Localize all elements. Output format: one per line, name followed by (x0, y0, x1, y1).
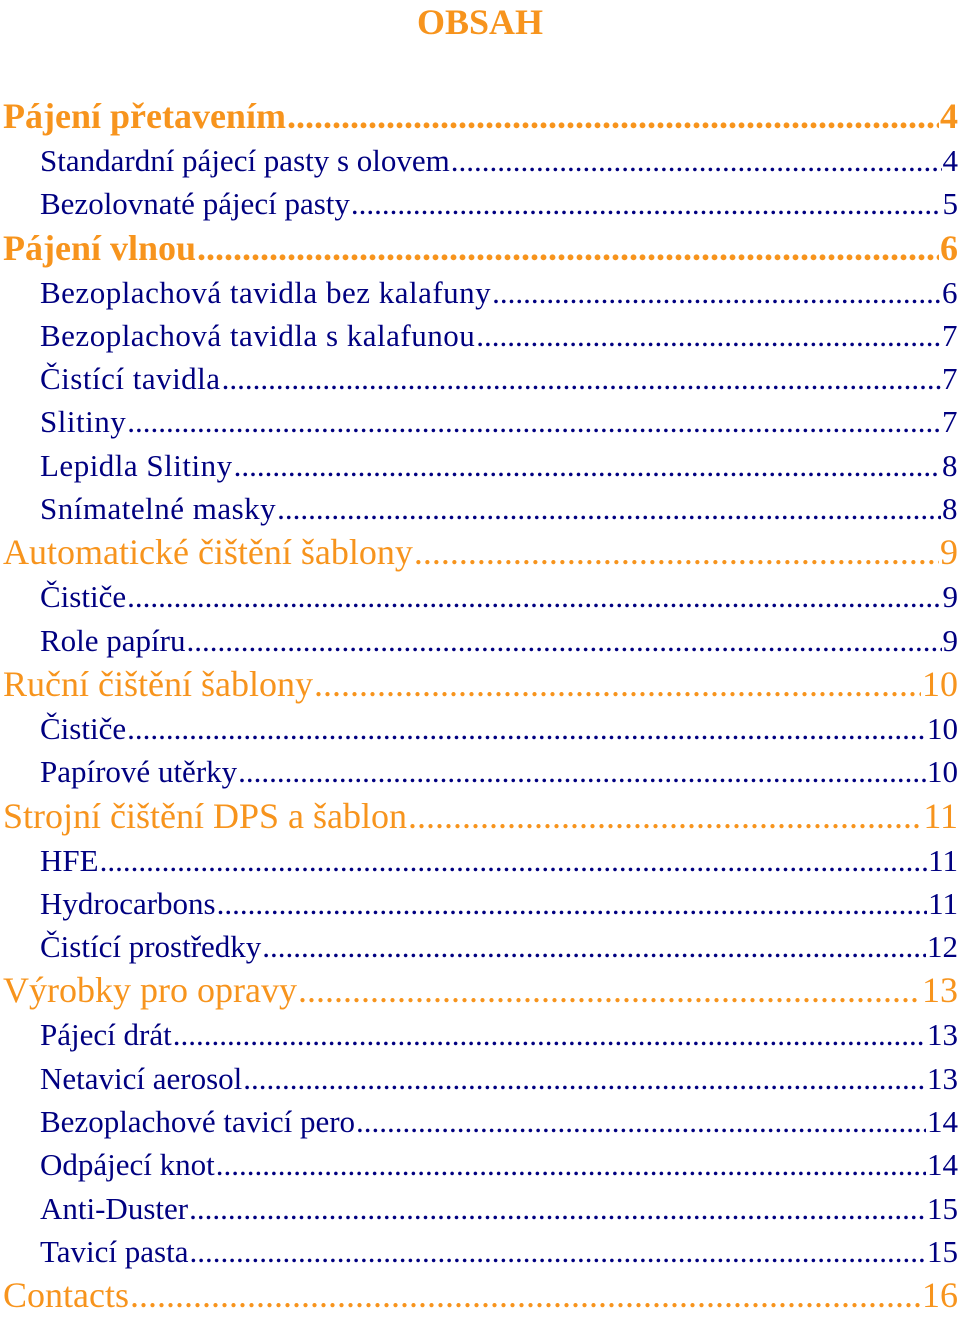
toc-entry-title: Hydrocarbons (40, 885, 216, 921)
toc-section-entry[interactable] (0, 94, 960, 139)
toc-dot-leader (189, 1187, 926, 1230)
toc-entry-page-number: 8 (942, 491, 958, 527)
toc-subsection-entry[interactable] (0, 314, 960, 357)
toc-dot-leader (127, 707, 926, 750)
toc-entry-page-number: 14 (927, 1147, 958, 1183)
toc-section-entry[interactable] (0, 1273, 960, 1318)
toc-entry-title: Strojní čištění DPS a šablon (3, 795, 407, 836)
toc-dot-leader (262, 925, 926, 968)
toc-subsection-entry[interactable] (0, 1230, 960, 1273)
toc-subsection-entry[interactable] (0, 882, 960, 925)
toc-section-entry[interactable] (0, 226, 960, 271)
toc-entry-page-number: 4 (940, 96, 958, 136)
toc-subsection-entry[interactable] (0, 444, 960, 487)
toc-entry-title: Pájení vlnou (3, 227, 197, 268)
toc-subsection-entry[interactable] (0, 707, 960, 750)
toc-subsection-entry[interactable] (0, 182, 960, 225)
toc-dot-leader (217, 882, 928, 925)
toc-dot-leader (476, 314, 941, 357)
toc-dot-leader (222, 357, 941, 400)
toc-entry-page-number: 11 (928, 885, 958, 921)
toc-dot-leader (197, 226, 939, 271)
toc-subsection-entry[interactable] (0, 271, 960, 314)
toc-entry-page-number: 10 (927, 710, 958, 746)
toc-subsection-entry[interactable] (0, 1013, 960, 1056)
toc-dot-leader (187, 619, 942, 662)
toc-subsection-entry[interactable] (0, 750, 960, 793)
toc-entry-title: Standardní pájecí pasty s olovem (40, 143, 450, 178)
page-title: OBSAH (416, 2, 544, 42)
toc-entry-title: Výrobky pro opravy (3, 970, 297, 1011)
toc-entry-title: HFE (40, 842, 99, 878)
toc-entry-page-number: 13 (927, 1060, 958, 1096)
toc-subsection-entry[interactable] (0, 925, 960, 968)
toc-subsection-entry[interactable] (0, 400, 960, 443)
toc-section-entry[interactable] (0, 794, 960, 839)
toc-entry-page-number: 4 (942, 143, 958, 178)
toc-entry-title: Odpájecí knot (40, 1147, 215, 1183)
toc-dot-leader (314, 662, 921, 707)
toc-entry-page-number: 8 (942, 447, 958, 483)
toc-entry-title: Ruční čištění šablony (3, 663, 313, 704)
toc-entry-title: Tavicí pasta (40, 1233, 189, 1269)
toc-entry-title: Bezoplachová tavidla s kalafunou (40, 317, 476, 353)
toc-subsection-entry[interactable] (0, 1187, 960, 1230)
toc-entry-title: Papírové utěrky (40, 754, 238, 790)
toc-dot-leader (238, 750, 926, 793)
toc-dot-leader (492, 271, 941, 314)
toc-subsection-entry[interactable] (0, 839, 960, 882)
toc-entry-title: Snímatelné masky (40, 491, 277, 527)
toc-entry-page-number: 11 (923, 795, 958, 836)
toc-dot-leader (189, 1230, 926, 1273)
toc-entry-page-number: 10 (927, 754, 958, 790)
toc-dot-leader (234, 444, 941, 487)
toc-entry-title: Pájení přetavením (3, 96, 286, 136)
toc-dot-leader (127, 400, 941, 443)
toc-entry-title: Role papíru (40, 622, 186, 658)
toc-entry-page-number: 7 (942, 404, 958, 440)
toc-entry-title: Bezolovnaté pájecí pasty (40, 186, 350, 222)
toc-entry-page-number: 16 (922, 1275, 958, 1316)
toc-entry-page-number: 13 (922, 970, 958, 1011)
toc-dot-leader (287, 94, 939, 139)
toc-entry-page-number: 15 (927, 1190, 958, 1226)
toc-entry-title: Contacts (3, 1275, 129, 1316)
toc-dot-leader (351, 182, 942, 225)
toc-dot-leader (243, 1057, 926, 1100)
toc-subsection-entry[interactable] (0, 1143, 960, 1186)
toc-subsection-entry[interactable] (0, 139, 960, 182)
toc-entry-title: Anti-Duster (40, 1190, 189, 1226)
toc-entry-page-number: 13 (927, 1017, 958, 1053)
toc-entry-page-number: 11 (928, 842, 958, 878)
toc-entry-title: Čistící tavidla (40, 361, 221, 397)
toc-dot-leader (414, 530, 939, 575)
toc-entry-title: Čistící prostředky (40, 929, 262, 965)
toc-dot-leader (408, 794, 922, 839)
toc-entry-page-number: 15 (927, 1233, 958, 1269)
toc-subsection-entry[interactable] (0, 357, 960, 400)
toc-section-entry[interactable] (0, 662, 960, 707)
toc-dot-leader (100, 839, 928, 882)
toc-dot-leader (216, 1143, 926, 1186)
toc-dot-leader (356, 1100, 926, 1143)
toc-entry-title: Automatické čištění šablony (3, 532, 413, 573)
toc-dot-leader (298, 968, 921, 1013)
toc-subsection-entry[interactable] (0, 487, 960, 530)
toc-dot-leader (173, 1013, 926, 1056)
toc-entry-title: Čističe (40, 710, 127, 746)
toc-entry-title: Bezoplachové tavicí pero (40, 1104, 356, 1140)
toc-dot-leader (451, 139, 942, 182)
toc-entry-title: Bezoplachová tavidla bez kalafuny (40, 274, 492, 310)
toc-entry-title: Lepidla Slitiny (40, 447, 233, 483)
toc-entry-page-number: 6 (940, 227, 958, 268)
toc-section-entry[interactable] (0, 968, 960, 1013)
toc-entry-page-number: 7 (942, 361, 958, 397)
toc-subsection-entry[interactable] (0, 1100, 960, 1143)
toc-entry-page-number: 14 (927, 1104, 958, 1140)
toc-subsection-entry[interactable] (0, 575, 960, 618)
toc-entry-page-number: 9 (940, 532, 958, 573)
toc-entry-page-number: 9 (942, 579, 958, 615)
toc-entry-page-number: 10 (922, 663, 958, 704)
toc-entry-title: Pájecí drát (40, 1017, 172, 1053)
toc-dot-leader (127, 575, 941, 618)
toc-dot-leader (277, 487, 941, 530)
toc-subsection-entry[interactable] (0, 1057, 960, 1100)
toc-entry-title: Netavicí aerosol (40, 1060, 243, 1096)
toc-entry-page-number: 12 (927, 929, 958, 965)
toc-entry-page-number: 9 (942, 622, 958, 658)
toc-dot-leader (130, 1273, 921, 1318)
toc-entry-page-number: 5 (942, 186, 958, 222)
toc-entry-page-number: 6 (942, 274, 958, 310)
toc-section-entry[interactable] (0, 530, 960, 575)
toc-entry-title: Čističe (40, 579, 127, 615)
toc-subsection-entry[interactable] (0, 619, 960, 662)
toc-entry-title: Slitiny (40, 404, 127, 440)
table-of-contents (0, 94, 960, 1318)
toc-entry-page-number: 7 (942, 317, 958, 353)
